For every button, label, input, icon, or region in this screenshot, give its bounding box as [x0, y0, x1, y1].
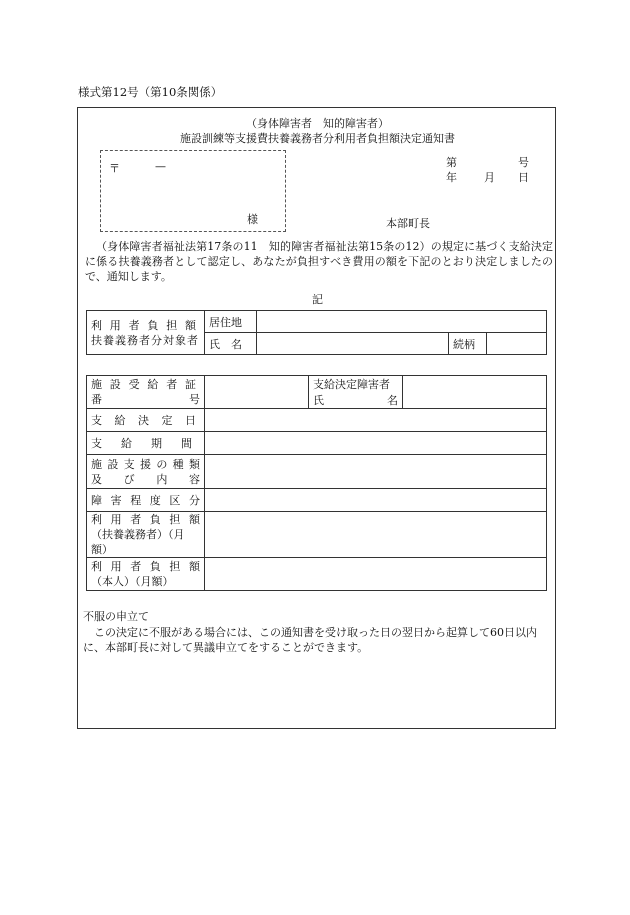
support-type-line1: 施設支援の種類 [91, 457, 200, 471]
objection-text: この決定に不服がある場合には、この通知書を受け取った日の翌日から起算して60日以内に、本部町長に対して異議申立てをすることができます。 [83, 626, 537, 654]
honorific: 様 [247, 213, 258, 226]
objection-title: 不服の申立て [83, 610, 149, 623]
document-frame [77, 107, 556, 729]
guardian-burden-line1: 利用者負担額 [91, 513, 200, 526]
bangou-2: 号 [189, 393, 200, 406]
page-title: 施設訓練等支援費扶養義務者分利用者負担額決定通知書 [180, 132, 455, 145]
guardian-burden-label [87, 512, 205, 558]
support-type-label [87, 455, 205, 489]
title-subject: （身体障害者 知的障害者） [246, 117, 389, 130]
row-certificate-line2 [91, 392, 200, 407]
self-burden-field[interactable] [205, 558, 547, 591]
date-day: 日 [518, 171, 529, 184]
row-certificate-label [87, 376, 205, 409]
support-type-line2: 及び内容 [91, 472, 200, 486]
postal-mark: 〒 [109, 162, 120, 175]
bangou-1: 番 [91, 393, 102, 406]
body-text: （身体障害者福祉法第17条の11 知的障害者福祉法第15条の12）の規定に基づく支給決定に係る扶養義務者として認定し、あなたが負担すべき費用の額を下記のとおり決定しましたので、通知します。 [85, 240, 553, 283]
mei: 名 [387, 394, 398, 407]
disability-level-label: 障害程度区分 [87, 489, 205, 512]
decision-date-field[interactable] [205, 409, 547, 432]
doc-number-suffix: 号 [518, 156, 529, 169]
issuer: 本部町長 [386, 217, 430, 230]
row-certificate-line1: 施設受給者証 [91, 378, 200, 391]
postal-dash: — [155, 160, 166, 173]
decision-table [86, 375, 547, 591]
disability-level-field[interactable] [205, 489, 547, 512]
form-number: 様式第12号（第10条関係） [78, 85, 223, 99]
date-month: 月 [484, 171, 495, 184]
recipient-field[interactable] [403, 376, 547, 409]
self-burden-line1: 利用者負担額 [91, 560, 200, 573]
address-label: 居住地 [205, 311, 257, 333]
target-header [87, 311, 205, 355]
recipient-label [309, 376, 403, 409]
decision-date-label: 支給決定日 [87, 409, 205, 432]
name-label: 氏 名 [205, 333, 257, 355]
date-year: 年 [446, 171, 457, 184]
doc-number-prefix: 第 [446, 156, 457, 169]
recipient-label-line1: 支給決定障害者 [313, 378, 390, 391]
guardian-burden-field[interactable] [205, 512, 547, 558]
recipient-label-line2 [313, 392, 398, 408]
period-field[interactable] [205, 432, 547, 455]
name-field[interactable] [257, 333, 449, 355]
address-field[interactable] [257, 311, 547, 333]
guardian-burden-line2: （扶養義務者）（月額） [91, 528, 185, 556]
address-box[interactable] [100, 150, 286, 232]
relation-field[interactable] [487, 333, 547, 355]
target-header-line1: 利用者負担額 [91, 318, 200, 332]
shi: 氏 [313, 394, 324, 407]
self-burden-line2: （本人）（月額） [91, 575, 174, 588]
certificate-field[interactable] [205, 376, 309, 409]
ki-marker: 記 [312, 293, 323, 306]
period-label: 支給期間 [87, 432, 205, 455]
support-type-field[interactable] [205, 455, 547, 489]
self-burden-label [87, 558, 205, 591]
target-header-line2: 扶養義務者分対象者 [91, 333, 199, 347]
target-person-table [86, 310, 547, 355]
relation-label: 続柄 [449, 333, 487, 355]
